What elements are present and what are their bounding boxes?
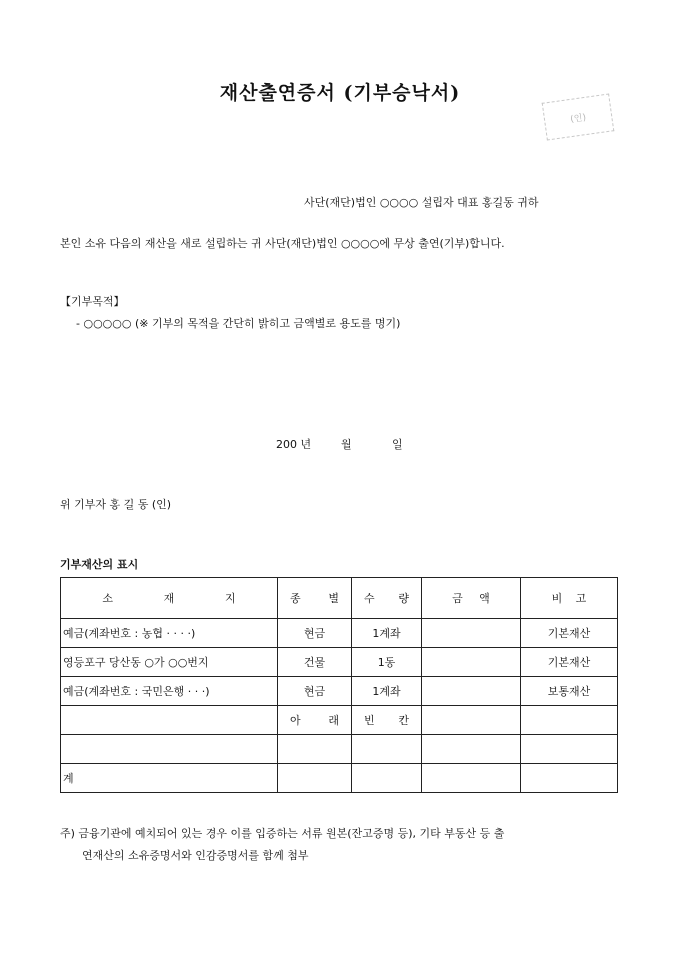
total-row	[61, 764, 618, 793]
blank-label-char: 칸	[398, 714, 409, 727]
footnote-line-2: 연재산의 소유증명서와 인감증명서를 함께 첨부	[82, 849, 309, 862]
blank-label-right	[352, 706, 422, 735]
donation-statement: 본인 소유 다음의 재산을 새로 설립하는 귀 사단(재단)법인 ○○○○에 무상 출연(기부)합니다.	[60, 237, 505, 250]
header-location-char: 재	[163, 592, 175, 605]
header-remark-char: 비	[551, 592, 563, 605]
cell-empty	[61, 735, 278, 764]
seal-stamp: (인)	[542, 93, 615, 140]
cell-empty	[422, 735, 521, 764]
header-amount	[422, 578, 521, 619]
date-day: 일	[392, 438, 403, 451]
cell-remark: 기본재산	[521, 619, 618, 648]
cell-empty	[352, 735, 422, 764]
footnote-line-1: 주) 금융기관에 예치되어 있는 경우 이를 입증하는 서류 원본(잔고증명 등), 기타 부동산 등 출	[60, 827, 505, 840]
donor-line: 위 기부자 홍 길 동 (인)	[60, 498, 172, 511]
table-row	[61, 648, 618, 677]
header-type-char: 별	[328, 592, 339, 605]
cell-empty	[61, 706, 278, 735]
table-row	[61, 677, 618, 706]
header-location-char: 지	[225, 592, 236, 605]
cell-amount	[422, 619, 521, 648]
header-remark-char: 고	[575, 592, 587, 605]
table-row	[61, 619, 618, 648]
cell-location: 예금(계좌번호 : 농협 · · · ·)	[61, 619, 278, 648]
header-location	[61, 578, 278, 619]
blank-label-char: 래	[328, 714, 339, 727]
addressee-line: 사단(재단)법인 ○○○○ 설립자 대표 홍길동 귀하	[304, 196, 539, 209]
cell-empty	[521, 735, 618, 764]
purpose-line: - ○○○○○ (※ 기부의 목적을 간단히 밝히고 금액별로 용도를 명기)	[76, 317, 401, 330]
header-quantity	[352, 578, 422, 619]
header-remark	[521, 578, 618, 619]
cell-remark: 보통재산	[521, 677, 618, 706]
cell-empty	[278, 735, 352, 764]
cell-empty	[278, 764, 352, 793]
document-title: 재산출연증서 (기부승낙서)	[219, 82, 461, 104]
cell-location: 영등포구 당산동 ○가 ○○번지	[61, 648, 278, 677]
header-amount-char: 액	[479, 592, 490, 605]
header-quantity-char: 량	[398, 592, 409, 605]
blank-label-char: 아	[290, 714, 301, 727]
cell-amount	[422, 648, 521, 677]
cell-amount	[422, 677, 521, 706]
property-section-title: 기부재산의 표시	[60, 558, 139, 571]
cell-empty	[352, 764, 422, 793]
date-month: 월	[341, 438, 352, 451]
empty-row	[61, 735, 618, 764]
cell-quantity: 1동	[352, 648, 422, 677]
cell-type: 현금	[278, 619, 352, 648]
date-year: 200 년	[276, 438, 312, 451]
blank-label-char: 빈	[364, 714, 375, 727]
header-location-char: 소	[102, 592, 113, 605]
cell-type: 건물	[278, 648, 352, 677]
property-table	[60, 577, 618, 793]
cell-empty	[521, 764, 618, 793]
cell-location: 예금(계좌번호 : 국민은행 · · ·)	[61, 677, 278, 706]
table-header-row	[61, 578, 618, 619]
header-quantity-char: 수	[364, 592, 375, 605]
cell-remark: 기본재산	[521, 648, 618, 677]
blank-label-left	[278, 706, 352, 735]
cell-quantity: 1계좌	[352, 677, 422, 706]
purpose-heading: 【기부목적】	[60, 295, 125, 308]
total-label: 계	[61, 764, 278, 793]
cell-empty	[521, 706, 618, 735]
header-amount-char: 금	[452, 592, 463, 605]
cell-empty	[422, 706, 521, 735]
cell-type: 현금	[278, 677, 352, 706]
header-type	[278, 578, 352, 619]
header-type-char: 종	[290, 592, 301, 605]
blank-below-row	[61, 706, 618, 735]
cell-empty	[422, 764, 521, 793]
cell-quantity: 1계좌	[352, 619, 422, 648]
